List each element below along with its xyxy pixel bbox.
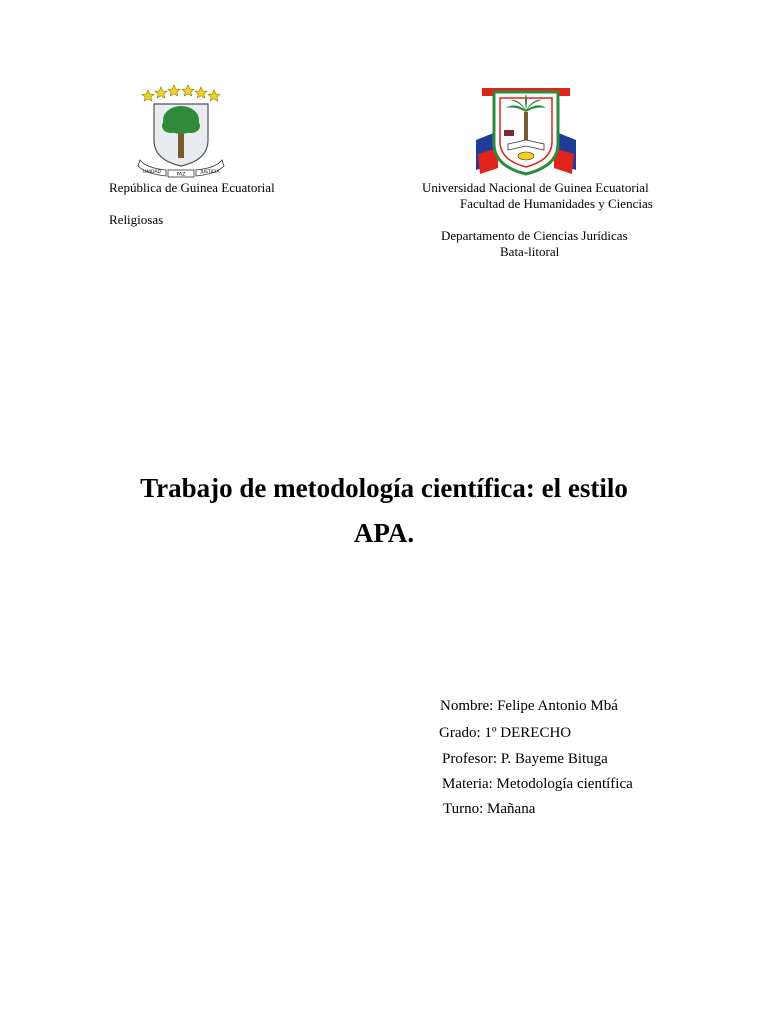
university-emblem-icon — [474, 84, 578, 176]
motto-left: UNIDAD — [143, 170, 161, 175]
department-name: Departamento de Ciencias Jurídicas — [441, 228, 628, 243]
shift: Turno: Mañana — [443, 801, 536, 817]
country-name: República de Guinea Ecuatorial — [109, 180, 275, 195]
university-name: Universidad Nacional de Guinea Ecuatorial — [422, 180, 649, 195]
country-name-continuation: Religiosas — [109, 212, 164, 227]
student-grade: Grado: 1º DERECHO — [439, 725, 572, 741]
subject-name: Materia: Metodología científica — [442, 776, 633, 792]
faculty-name: Facultad de Humanidades y Ciencias — [460, 196, 653, 211]
campus-name: Bata-litoral — [500, 244, 560, 259]
motto-right: JUSTICIA — [200, 170, 220, 175]
student-name: Nombre: Felipe Antonio Mbá — [440, 698, 618, 714]
document-title-line-2: APA. — [353, 518, 415, 548]
motto-center: PAZ — [176, 172, 186, 178]
document-title-line-1: Trabajo de metodología científica: el estilo — [140, 473, 628, 503]
coat-of-arms-icon — [136, 82, 226, 178]
professor-name: Profesor: P. Bayeme Bituga — [442, 751, 608, 767]
